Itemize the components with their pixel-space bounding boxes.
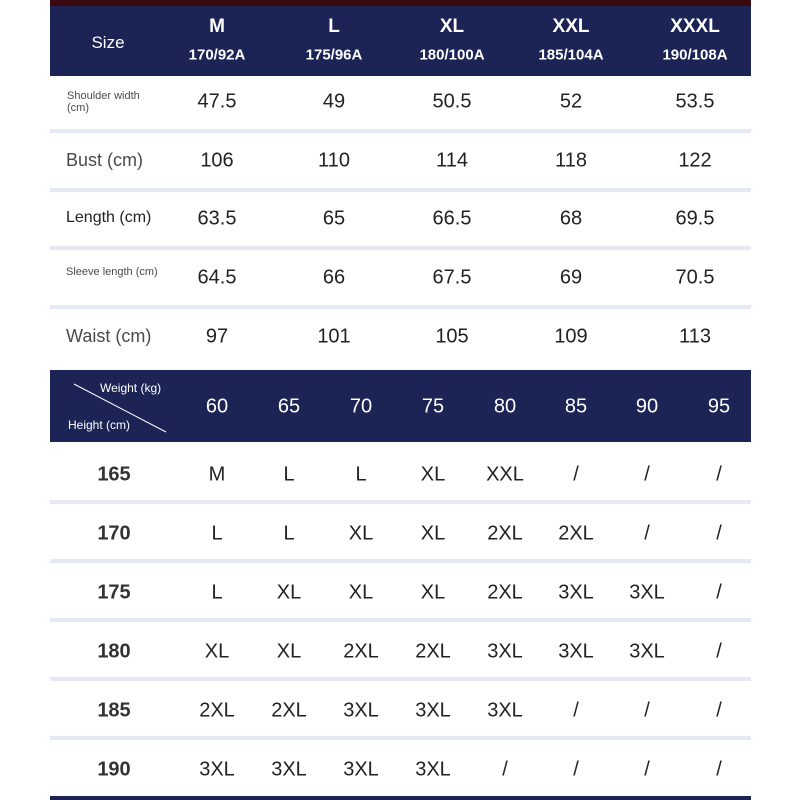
recommended-size: XL [348, 522, 374, 545]
weight-value: 90 [635, 395, 659, 418]
recommended-size: / [644, 699, 650, 722]
measurement-value: 67.5 [432, 266, 472, 289]
recommended-size: 3XL [199, 758, 235, 781]
recommended-size: 3XL [343, 758, 379, 781]
size-name: M [209, 16, 225, 37]
recommended-size: 3XL [558, 581, 594, 604]
recommended-size: XL [420, 522, 446, 545]
row-separator [50, 618, 751, 622]
recommended-size: 2XL [487, 522, 523, 545]
recommended-size: 2XL [343, 640, 379, 663]
size-name: L [328, 16, 340, 37]
height-value: 185 [97, 699, 131, 722]
recommended-size: 2XL [415, 640, 451, 663]
recommended-size: 3XL [629, 581, 665, 604]
recommended-size: XL [420, 463, 446, 486]
recommended-size: M [208, 463, 226, 486]
measurement-value: 65 [322, 207, 346, 230]
recommended-size: / [716, 463, 722, 486]
measurement-value: 69 [559, 266, 583, 289]
recommended-size: / [573, 699, 579, 722]
recommended-size: 3XL [415, 699, 451, 722]
recommended-size: / [716, 522, 722, 545]
size-code: 175/96A [305, 46, 363, 64]
recommended-size: XL [348, 581, 374, 604]
measurement-value: 63.5 [197, 207, 237, 230]
measurement-label: Shoulder width (cm) [67, 90, 140, 114]
recommended-size: / [573, 758, 579, 781]
weight-value: 95 [707, 395, 731, 418]
measurement-value: 110 [318, 149, 350, 172]
recommended-size: XL [420, 581, 446, 604]
recommended-size: / [716, 581, 722, 604]
measurement-value: 47.5 [197, 90, 237, 113]
measurement-value: 53.5 [675, 90, 715, 113]
measurement-value: 106 [200, 149, 234, 172]
size-name: XXXL [670, 16, 720, 37]
recommended-size: XL [204, 640, 230, 663]
measurement-value: 49 [322, 90, 346, 113]
size-code: 185/104A [538, 46, 604, 64]
size-code: 170/92A [188, 46, 246, 64]
measurement-value: 113 [679, 325, 711, 348]
row-separator [50, 677, 751, 681]
recommended-size: / [716, 758, 722, 781]
measurement-value: 105 [435, 325, 469, 348]
measurement-label: Bust (cm) [66, 150, 144, 170]
size-chart-header [50, 6, 751, 76]
height-value: 165 [97, 463, 131, 486]
measurement-label: Waist (cm) [66, 326, 152, 346]
recommended-size: L [211, 522, 223, 545]
row-separator [50, 129, 751, 133]
recommended-size: XXL [486, 463, 524, 486]
measurement-value: 118 [555, 149, 587, 172]
measurement-value: 122 [678, 149, 712, 172]
recommended-size: 3XL [558, 640, 594, 663]
measurement-value: 68 [559, 207, 583, 230]
recommended-size: / [573, 463, 579, 486]
recommended-size: L [211, 581, 223, 604]
recommended-size: L [283, 522, 295, 545]
size-name: XXL [552, 16, 590, 37]
recommended-size: 3XL [415, 758, 451, 781]
recommended-size: L [355, 463, 367, 486]
recommended-size: XL [276, 581, 302, 604]
measurement-value: 52 [559, 90, 583, 113]
recommended-size: 2XL [487, 581, 523, 604]
row-separator [50, 736, 751, 740]
measurement-value: 69.5 [675, 207, 715, 230]
size-code: 190/108A [662, 46, 728, 64]
recommended-size: / [502, 758, 508, 781]
weight-value: 80 [493, 395, 517, 418]
measurement-value: 114 [436, 149, 468, 172]
recommended-size: 3XL [343, 699, 379, 722]
weight-value: 65 [277, 395, 301, 418]
size-name: XL [439, 16, 465, 37]
measurement-value: 97 [205, 325, 229, 348]
weight-value: 75 [421, 395, 445, 418]
row-separator [50, 305, 751, 309]
measurement-label: Length (cm) [66, 209, 152, 226]
row-separator [50, 500, 751, 504]
measurement-value: 101 [317, 325, 351, 348]
recommended-size: / [716, 640, 722, 663]
height-value: 180 [97, 640, 131, 663]
row-separator [50, 246, 751, 250]
weight-value: 60 [205, 395, 229, 418]
measurement-label: Sleeve length (cm) [66, 266, 158, 278]
recommended-size: 3XL [487, 640, 523, 663]
recommended-size: 2XL [199, 699, 235, 722]
measurement-value: 66.5 [432, 207, 472, 230]
height-value: 175 [97, 581, 131, 604]
recommended-size: 2XL [271, 699, 307, 722]
weight-axis-label: Weight (kg) [100, 381, 162, 395]
size-header-label: Size [91, 33, 125, 52]
measurement-value: 66 [322, 266, 346, 289]
bottom-bar [50, 796, 751, 800]
row-separator [50, 188, 751, 192]
weight-value: 70 [349, 395, 373, 418]
recommended-size: 3XL [629, 640, 665, 663]
recommended-size: 2XL [558, 522, 594, 545]
recommended-size: 3XL [271, 758, 307, 781]
measurement-value: 50.5 [432, 90, 472, 113]
height-value: 190 [97, 758, 131, 781]
measurement-value: 64.5 [197, 266, 237, 289]
row-separator [50, 559, 751, 563]
recommended-size: XL [276, 640, 302, 663]
recommended-size: / [716, 699, 722, 722]
recommended-size: / [644, 758, 650, 781]
weight-value: 85 [564, 395, 588, 418]
measurement-value: 70.5 [675, 266, 715, 289]
size-code: 180/100A [419, 46, 485, 64]
measurement-value: 109 [554, 325, 588, 348]
recommended-size: L [283, 463, 295, 486]
height-value: 170 [97, 522, 131, 545]
recommended-size: 3XL [487, 699, 523, 722]
height-axis-label: Height (cm) [68, 418, 131, 432]
recommended-size: / [644, 463, 650, 486]
recommended-size: / [644, 522, 650, 545]
